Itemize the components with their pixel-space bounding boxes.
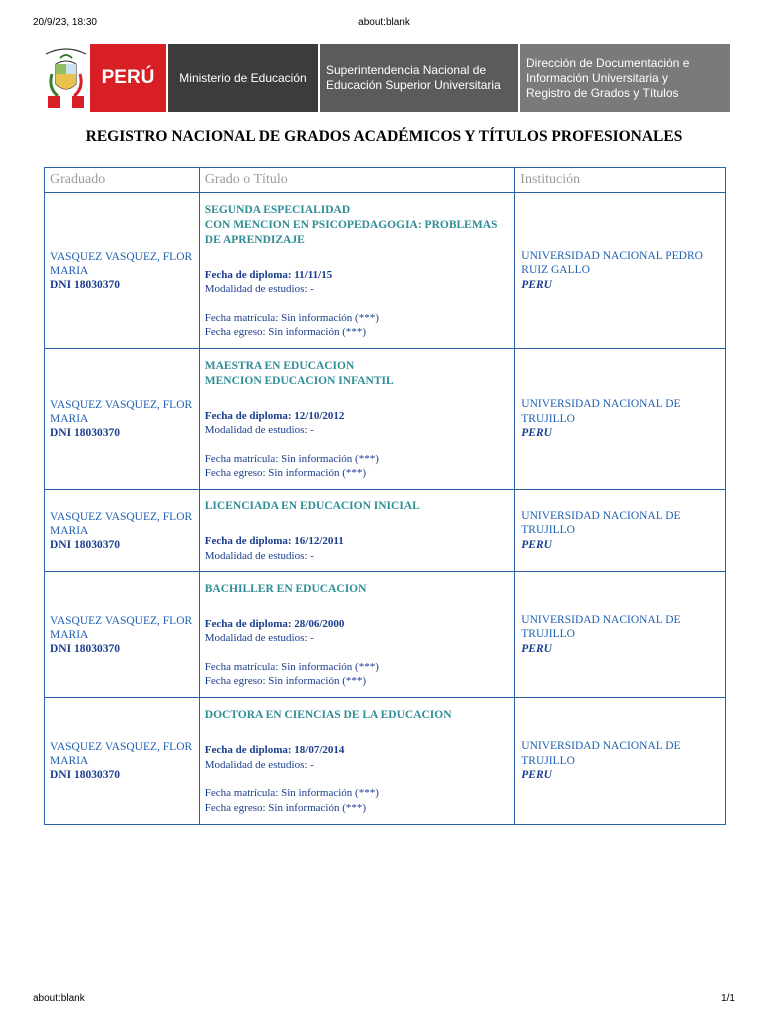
office-label — [518, 44, 730, 112]
institution-cell — [515, 572, 726, 698]
table-row — [45, 193, 726, 349]
ministry-label: Ministerio de Educación — [166, 44, 318, 112]
degree-cell — [199, 698, 515, 825]
print-footer-url: about:blank — [33, 993, 85, 1004]
enrollment-date: Fecha matrícula: Sin información (***) — [204, 311, 379, 324]
degree-title: MENCION EDUCACION INFANTIL — [204, 374, 394, 387]
peru-coat-of-arms-icon — [42, 44, 90, 112]
office-line: Información Universitaria y — [526, 70, 669, 85]
degree-cell — [199, 193, 515, 349]
table-row — [45, 572, 726, 698]
graduate-name: MARIA — [50, 264, 89, 277]
study-modality: Modalidad de estudios: - — [204, 758, 314, 771]
table-row — [45, 490, 726, 572]
institution-name: RUIZ GALLO — [521, 264, 590, 277]
degree-title: CON MENCION EN PSICOPEDAGOGIA: PROBLEMAS — [204, 218, 498, 231]
degree-title: DE APRENDIZAJE — [204, 233, 305, 246]
graduate-cell — [45, 490, 200, 572]
graduate-dni: DNI 18030370 — [50, 278, 120, 291]
header-degree: Grado o Título — [199, 168, 515, 193]
header-institution: Institución — [515, 168, 726, 193]
graduate-dni: DNI 18030370 — [50, 538, 120, 551]
institution-name: UNIVERSIDAD NACIONAL DE — [521, 740, 681, 753]
agency-line: Educación Superior Universitaria — [326, 78, 501, 92]
graduation-date: Fecha egreso: Sin información (***) — [204, 467, 367, 479]
print-header — [0, 17, 768, 31]
peru-label: PERÚ — [90, 44, 166, 112]
institution-name: UNIVERSIDAD NACIONAL DE — [521, 613, 681, 626]
graduate-cell — [45, 193, 200, 349]
table-row — [45, 349, 726, 490]
enrollment-date: Fecha matrícula: Sin información (***) — [204, 660, 379, 673]
graduate-name: VASQUEZ VASQUEZ, FLOR — [50, 510, 193, 523]
graduate-dni: DNI 18030370 — [50, 642, 120, 655]
graduate-name: VASQUEZ VASQUEZ, FLOR — [50, 399, 193, 411]
institution-name: TRUJILLO — [521, 628, 575, 641]
study-modality: Modalidad de estudios: - — [204, 549, 314, 562]
institution-name: TRUJILLO — [521, 524, 575, 537]
graduate-cell — [45, 572, 200, 698]
institution-cell — [515, 490, 726, 572]
agency-label — [318, 44, 518, 112]
graduate-name: VASQUEZ VASQUEZ, FLOR — [50, 614, 193, 627]
enrollment-date: Fecha matrícula: Sin información (***) — [204, 452, 379, 465]
degree-title: BACHILLER EN EDUCACION — [204, 582, 367, 595]
institution-country: PERU — [521, 538, 552, 551]
graduate-dni: DNI 18030370 — [50, 769, 120, 781]
header-graduate: Graduado — [45, 168, 200, 193]
institution-country: PERU — [521, 427, 552, 440]
print-footer — [0, 993, 768, 1007]
page-title: REGISTRO NACIONAL DE GRADOS ACADÉMICOS Y TÍTULOS PROFESIONALES — [85, 128, 683, 145]
degree-title: LICENCIADA EN EDUCACION INICIAL — [204, 500, 420, 512]
degrees-table — [44, 167, 726, 825]
graduate-name: MARIA — [50, 755, 89, 767]
diploma-date: Fecha de diploma: 12/10/2012 — [204, 409, 345, 422]
page-number: 1/1 — [721, 993, 735, 1004]
graduation-date: Fecha egreso: Sin información (***) — [204, 326, 367, 338]
institution-country: PERU — [521, 278, 552, 291]
graduate-cell — [45, 349, 200, 490]
degree-cell — [199, 572, 515, 698]
institution-name: UNIVERSIDAD NACIONAL DE — [521, 398, 681, 411]
study-modality: Modalidad de estudios: - — [204, 424, 314, 436]
degree-cell — [199, 349, 515, 490]
institution-name: UNIVERSIDAD NACIONAL DE — [521, 509, 681, 522]
graduate-dni: DNI 18030370 — [50, 427, 120, 439]
institution-country: PERU — [521, 642, 552, 655]
institution-cell — [515, 349, 726, 490]
government-banner — [42, 44, 730, 112]
graduate-name: MARIA — [50, 524, 89, 537]
study-modality: Modalidad de estudios: - — [204, 632, 314, 644]
diploma-date: Fecha de diploma: 11/11/15 — [204, 268, 333, 281]
degree-title: DOCTORA EN CIENCIAS DE LA EDUCACION — [204, 709, 452, 721]
institution-name: UNIVERSIDAD NACIONAL PEDRO — [521, 249, 703, 262]
table-row — [45, 698, 726, 825]
diploma-date: Fecha de diploma: 18/07/2014 — [204, 744, 345, 756]
study-modality: Modalidad de estudios: - — [204, 283, 314, 295]
graduate-name: VASQUEZ VASQUEZ, FLOR — [50, 250, 193, 263]
agency-line: Superintendencia Nacional de — [326, 63, 487, 77]
office-line: Dirección de Documentación e — [526, 55, 690, 70]
print-datetime: 20/9/23, 18:30 — [33, 17, 97, 28]
degree-title: SEGUNDA ESPECIALIDAD — [204, 203, 351, 216]
office-line: Registro de Grados y Títulos — [526, 85, 679, 100]
graduation-date: Fecha egreso: Sin información (***) — [204, 675, 367, 687]
institution-cell — [515, 193, 726, 349]
graduation-date: Fecha egreso: Sin información (***) — [204, 801, 367, 814]
print-url: about:blank — [358, 17, 410, 28]
diploma-date: Fecha de diploma: 28/06/2000 — [204, 617, 345, 630]
enrollment-date: Fecha matrícula: Sin información (***) — [204, 787, 379, 799]
degree-cell — [199, 490, 515, 572]
diploma-date: Fecha de diploma: 16/12/2011 — [204, 535, 344, 547]
institution-name: TRUJILLO — [521, 754, 575, 767]
graduate-name: VASQUEZ VASQUEZ, FLOR — [50, 741, 193, 753]
institution-country: PERU — [521, 769, 552, 782]
graduate-cell — [45, 698, 200, 825]
institution-cell — [515, 698, 726, 825]
institution-name: TRUJILLO — [521, 412, 575, 425]
graduate-name: MARIA — [50, 413, 89, 425]
graduate-name: MARIA — [50, 628, 89, 641]
degree-title: MAESTRA EN EDUCACION — [204, 359, 355, 372]
table-header-row — [45, 168, 726, 193]
